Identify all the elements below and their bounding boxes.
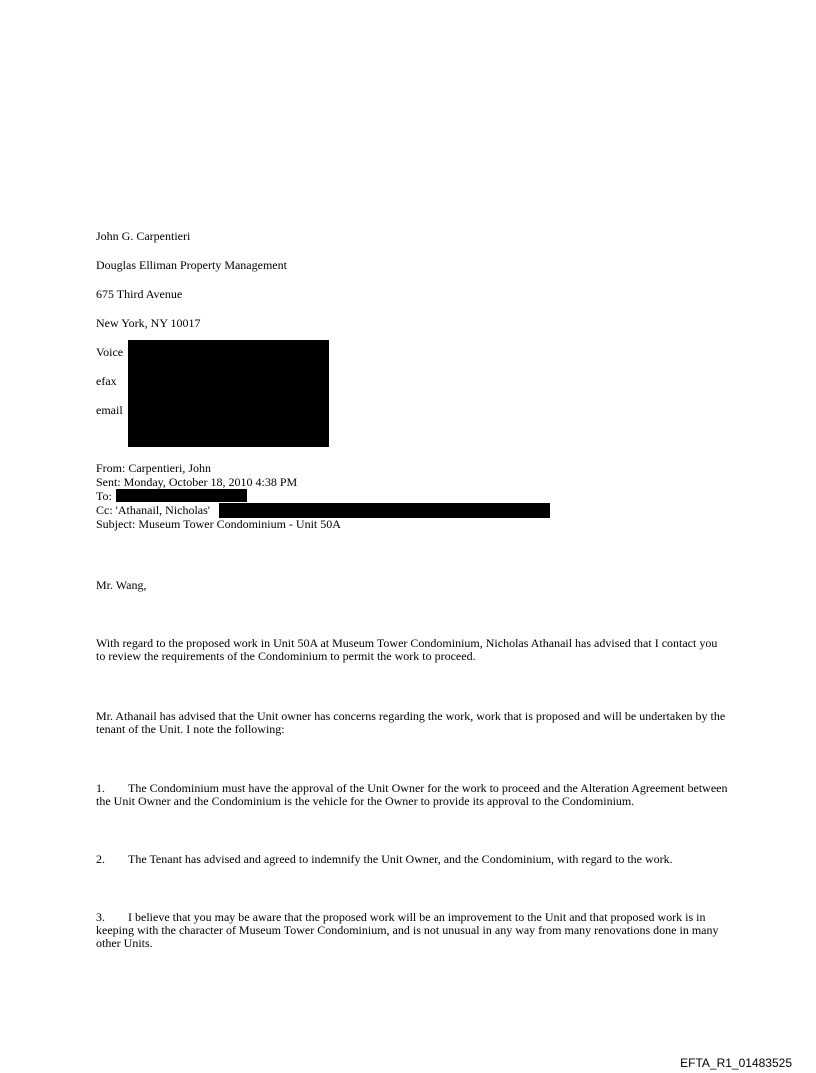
list-item-2	[96, 853, 726, 866]
list-item-1	[96, 782, 728, 808]
paragraph-2: Mr. Athanail has advised that the Unit owner has concerns regarding the work, work that is proposed and will be undertaken by the tenant of the Unit. I note the following:	[96, 709, 726, 736]
sender-address: 675 Third Avenue	[96, 287, 183, 301]
list-item-text: I believe that you may be aware that the proposed work will be an improvement to the Unit and that proposed work is in keeping with the character of Museum Tower Condominium, and is not unusual in any way from many renovations done in many other Units.	[96, 910, 719, 950]
email-sent: Sent: Monday, October 18, 2010 4:38 PM	[96, 475, 298, 489]
list-item-number: 2.	[96, 852, 105, 866]
cc-redaction	[219, 503, 550, 518]
list-item-text: The Tenant has advised and agreed to indemnify the Unit Owner, and the Condominium, with regard to the work.	[128, 852, 673, 866]
email-from: From: Carpentieri, John	[96, 461, 211, 475]
contact-redaction-block	[128, 340, 329, 447]
email-to: To:	[96, 489, 112, 503]
voice-label: Voice	[96, 345, 124, 359]
sender-name: John G. Carpentieri	[96, 229, 191, 243]
list-item-3	[96, 911, 726, 950]
sender-company: Douglas Elliman Property Management	[96, 258, 287, 272]
email-cc: Cc: 'Athanail, Nicholas'	[96, 503, 210, 517]
salutation: Mr. Wang,	[96, 578, 147, 592]
email-label: email	[96, 403, 123, 417]
sender-city: New York, NY 10017	[96, 316, 201, 330]
paragraph-1: With regard to the proposed work in Unit 50A at Museum Tower Condominium, Nicholas Athanail has advised that I contact you to review the requirements of the Condominium to permit the work to proceed.	[96, 636, 718, 663]
to-redaction	[116, 489, 247, 502]
list-item-number: 3.	[96, 910, 105, 924]
efax-label: efax	[96, 374, 117, 388]
document-id: EFTA_R1_01483525	[680, 1056, 792, 1070]
email-subject: Subject: Museum Tower Condominium - Unit 50A	[96, 517, 341, 531]
list-item-text: The Condominium must have the approval of the Unit Owner for the work to proceed and the Alteration Agreement between the Unit Owner and the Condominium is the vehicle for the Owner to provide its approval to the Condominium.	[96, 781, 728, 808]
list-item-number: 1.	[96, 781, 105, 795]
